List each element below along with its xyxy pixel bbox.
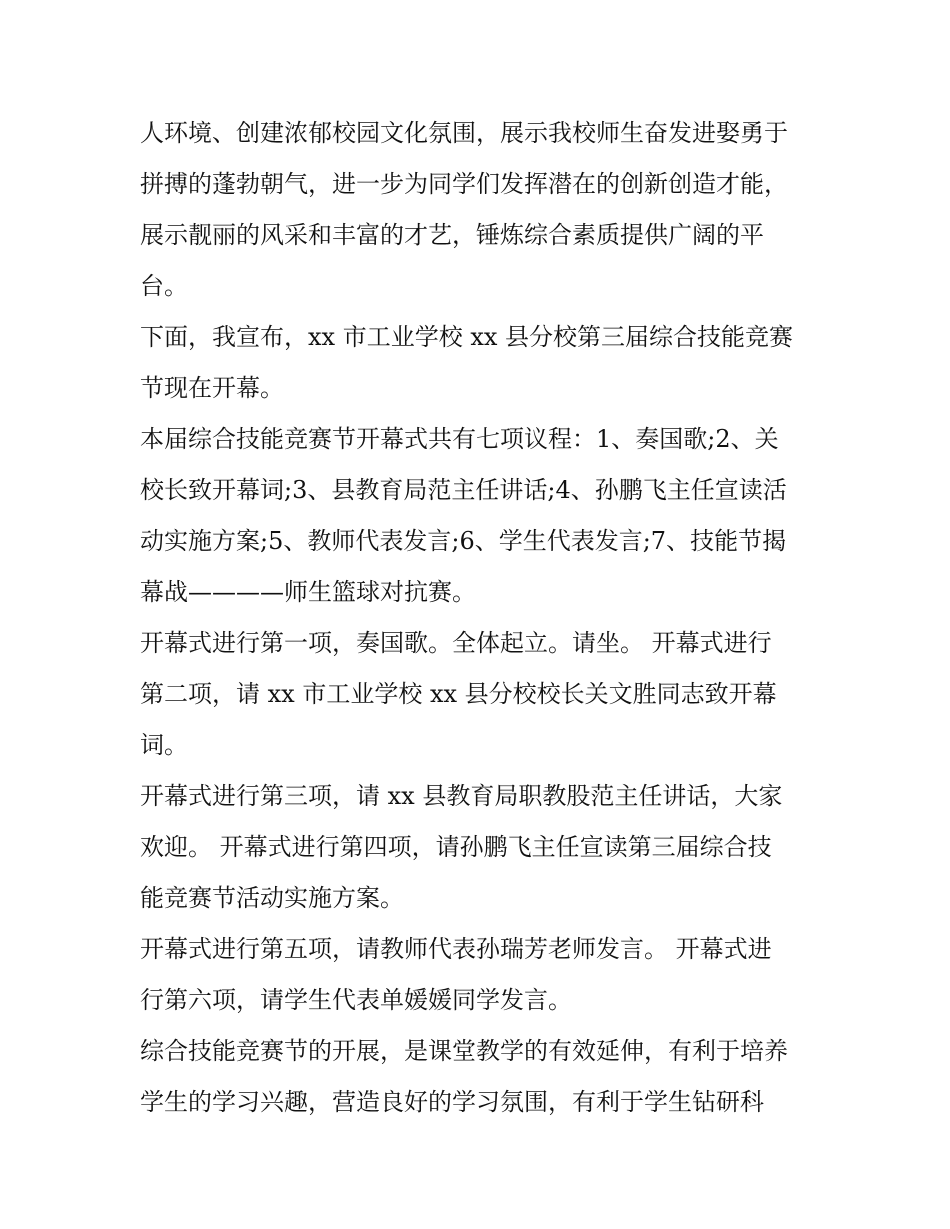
text-line: 拼搏的蓬勃朝气，进一步为同学们发挥潜在的创新创造才能， — [140, 170, 788, 198]
text-line: 能竞赛节活动实施方案。 — [140, 884, 404, 912]
text-line: 节现在开幕。 — [140, 374, 284, 402]
text-line: 开幕式进行第三项，请 xx 县教育局职教股范主任讲话，大家 — [140, 782, 783, 810]
text-line: 人环境、创建浓郁校园文化氛围，展示我校师生奋发进娶勇于 — [140, 119, 788, 147]
text-line: 动实施方案;5、教师代表发言;6、学生代表发言;7、技能节揭 — [140, 527, 787, 555]
text-line: 下面，我宣布，xx 市工业学校 xx 县分校第三届综合技能竞赛 — [140, 323, 794, 351]
text-line: 词。 — [140, 731, 188, 759]
text-line: 幕战————师生篮球对抗赛。 — [140, 578, 476, 606]
text-line: 欢迎。 开幕式进行第四项，请孙鹏飞主任宣读第三届综合技 — [140, 833, 772, 861]
text-line: 开幕式进行第一项，奏国歌。全体起立。请坐。 开幕式进行 — [140, 629, 772, 657]
text-line: 行第六项，请学生代表单媛媛同学发言。 — [140, 986, 572, 1014]
text-line: 展示靓丽的风采和丰富的才艺，锤炼综合素质提供广阔的平 — [140, 221, 764, 249]
text-line: 综合技能竞赛节的开展，是课堂教学的有效延伸，有利于培养 — [140, 1037, 788, 1065]
text-line: 校长致开幕词;3、县教育局范主任讲话;4、孙鹏飞主任宣读活 — [140, 476, 787, 504]
text-line: 本届综合技能竞赛节开幕式共有七项议程：1、奏国歌;2、关 — [140, 425, 779, 453]
document-page — [140, 108, 820, 1128]
text-line: 学生的学习兴趣，营造良好的学习氛围，有利于学生钻研科 — [140, 1088, 764, 1116]
text-line: 第二项，请 xx 市工业学校 xx 县分校校长关文胜同志致开幕 — [140, 680, 777, 708]
text-line: 台。 — [140, 272, 188, 300]
text-line: 开幕式进行第五项，请教师代表孙瑞芳老师发言。 开幕式进 — [140, 935, 772, 963]
